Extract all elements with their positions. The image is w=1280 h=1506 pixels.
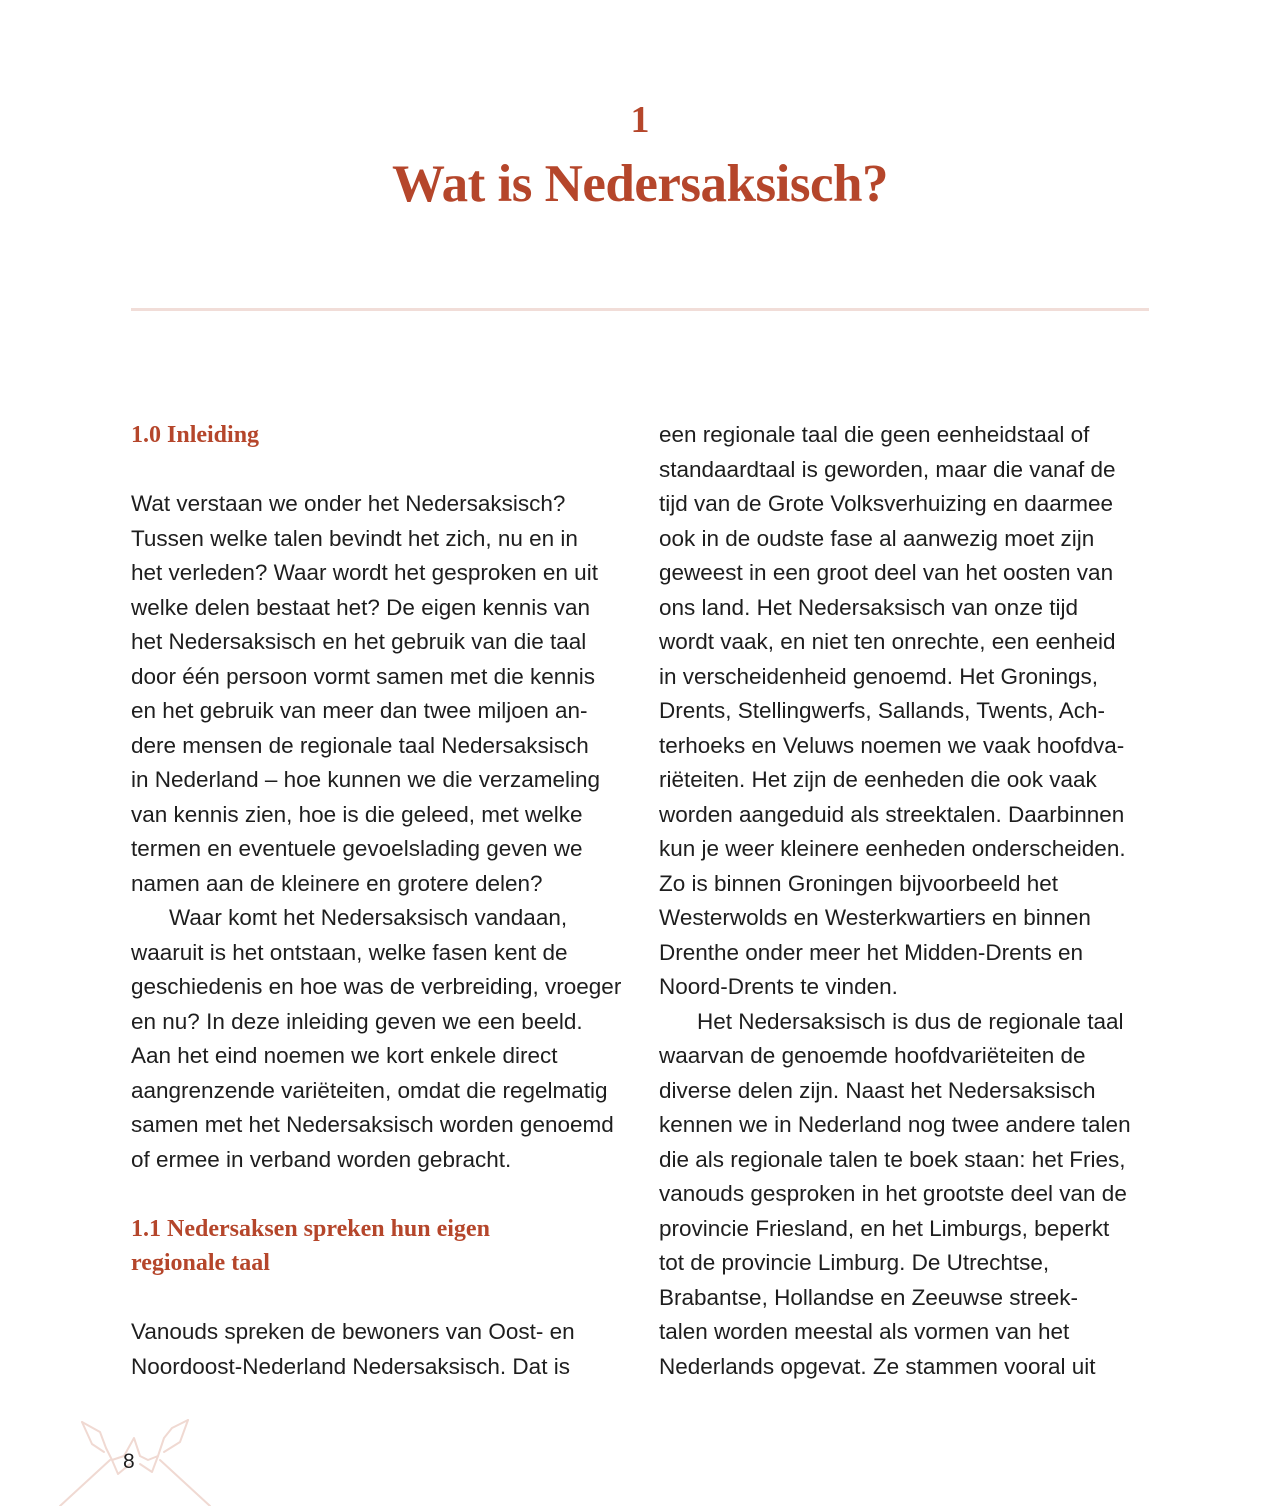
text-line: het verleden? Waar wordt het gesproken en uit bbox=[131, 560, 598, 585]
text-line: Brabantse, Hollandse en Zeeuwse streek- bbox=[659, 1284, 1078, 1310]
text-line: Wat verstaan we onder het Nedersaksisch? bbox=[131, 491, 566, 516]
text-line: waarvan de genoemde hoofdvariëteiten de bbox=[659, 1043, 1086, 1068]
divider-rule bbox=[131, 308, 1149, 311]
text-line: termen en eventuele gevoelslading geven we bbox=[131, 836, 583, 861]
page-number: 8 bbox=[123, 1450, 135, 1473]
text-line: terhoeks en Veluws noemen we vaak hoofdva- bbox=[659, 732, 1125, 758]
text-line: Tussen welke talen bevindt het zich, nu en in bbox=[131, 525, 578, 551]
text-line: namen aan de kleinere en grotere delen? bbox=[131, 870, 543, 896]
text-line: Het Nedersaksisch is dus de regionale taal bbox=[697, 1008, 1124, 1034]
text-line: een regionale taal die geen eenheidstaal of bbox=[659, 422, 1090, 447]
text-line: kun je weer kleinere eenheden onderscheiden. bbox=[659, 836, 1126, 861]
text-line: riëteiten. Het zijn de eenheden die ook vaak bbox=[659, 767, 1097, 792]
text-line: het Nedersaksisch en het gebruik van die taal bbox=[131, 629, 587, 654]
paragraph bbox=[659, 1005, 1154, 1385]
text-line: Drents, Stellingwerfs, Sallands, Twents, Ach- bbox=[659, 698, 1106, 723]
text-line: door één persoon vormt samen met die kennis bbox=[131, 663, 595, 689]
text-line: van kennis zien, hoe is die geleed, met welke bbox=[131, 801, 583, 827]
text-line: die als regionale talen te boek staan: het Fries, bbox=[659, 1146, 1126, 1172]
text-line: Vanouds spreken de bewoners van Oost- en bbox=[131, 1319, 575, 1344]
text-line: kennen we in Nederland nog twee andere talen bbox=[659, 1112, 1131, 1137]
chapter-title: Wat is Nedersaksisch? bbox=[392, 155, 888, 213]
text-line: Noordoost-Nederland Nedersaksisch. Dat is bbox=[131, 1353, 570, 1379]
text-line: welke delen bestaat het? De eigen kennis van bbox=[131, 594, 591, 620]
text-line: Nederlands opgevat. Ze stammen vooral uit bbox=[659, 1353, 1096, 1379]
text-line: aangrenzende variëteiten, omdat die regelmatig bbox=[131, 1077, 608, 1103]
text-line: waaruit is het ontstaan, welke fasen kent de bbox=[131, 939, 568, 965]
text-line: Noord-Drents te vinden. bbox=[659, 974, 898, 999]
text-line: ons land. Het Nedersaksisch van onze tijd bbox=[659, 594, 1078, 620]
text-line: ook in de oudste fase al aanwezig moet zijn bbox=[659, 525, 1095, 551]
text-line: tijd van de Grote Volksverhuizing en daarmee bbox=[659, 491, 1114, 516]
text-line: wordt vaak, en niet ten onrechte, een eenheid bbox=[659, 629, 1116, 654]
paragraph bbox=[659, 418, 1154, 1005]
text-line: in verscheidenheid genoemd. Het Gronings, bbox=[659, 663, 1099, 689]
text-line: worden aangeduid als streektalen. Daarbinnen bbox=[659, 801, 1125, 827]
text-line: samen met het Nedersaksisch worden genoemd bbox=[131, 1112, 614, 1137]
right-column bbox=[659, 418, 1154, 1384]
decorative-ornament-icon bbox=[40, 1408, 230, 1506]
section-heading-inleiding: 1.0 Inleiding bbox=[131, 422, 260, 448]
text-line: geweest in een groot deel van het oosten van bbox=[659, 560, 1114, 585]
text-line: provincie Friesland, en het Limburgs, beperkt bbox=[659, 1215, 1110, 1241]
text-line: Zo is binnen Groningen bijvoorbeeld het bbox=[659, 870, 1059, 896]
left-column bbox=[131, 418, 623, 1384]
text-line: diverse delen zijn. Naast het Nedersaksisch bbox=[659, 1077, 1096, 1103]
text-line: in Nederland – hoe kunnen we die verzameling bbox=[131, 767, 601, 792]
paragraph bbox=[131, 1315, 623, 1384]
text-line: geschiedenis en hoe was de verbreiding, vroeger bbox=[131, 974, 622, 999]
text-line: en het gebruik van meer dan twee miljoen an- bbox=[131, 698, 588, 723]
heading-line: 1.1 Nedersaksen spreken hun eigen bbox=[131, 1215, 490, 1242]
text-line: tot de provincie Limburg. De Utrechtse, bbox=[659, 1250, 1050, 1275]
section-heading-nedersaksen bbox=[131, 1212, 623, 1281]
text-line: vanouds gesproken in het grootste deel van de bbox=[659, 1181, 1127, 1206]
text-line: Drenthe onder meer het Midden-Drents en bbox=[659, 939, 1083, 965]
text-line: Westerwolds en Westerkwartiers en binnen bbox=[659, 905, 1091, 930]
text-line: talen worden meestal als vormen van het bbox=[659, 1319, 1070, 1344]
chapter-number: 1 bbox=[630, 99, 650, 141]
heading-line: regionale taal bbox=[131, 1250, 270, 1276]
text-line: Aan het eind noemen we kort enkele direct bbox=[131, 1043, 558, 1068]
text-line: en nu? In deze inleiding geven we een beeld. bbox=[131, 1008, 583, 1034]
text-line: dere mensen de regionale taal Nedersaksisch bbox=[131, 732, 589, 758]
paragraph bbox=[131, 901, 623, 1177]
paragraph bbox=[131, 487, 623, 901]
text-line: Waar komt het Nedersaksisch vandaan, bbox=[169, 905, 568, 930]
text-line: of ermee in verband worden gebracht. bbox=[131, 1146, 512, 1172]
text-line: standaardtaal is geworden, maar die vanaf de bbox=[659, 456, 1116, 482]
